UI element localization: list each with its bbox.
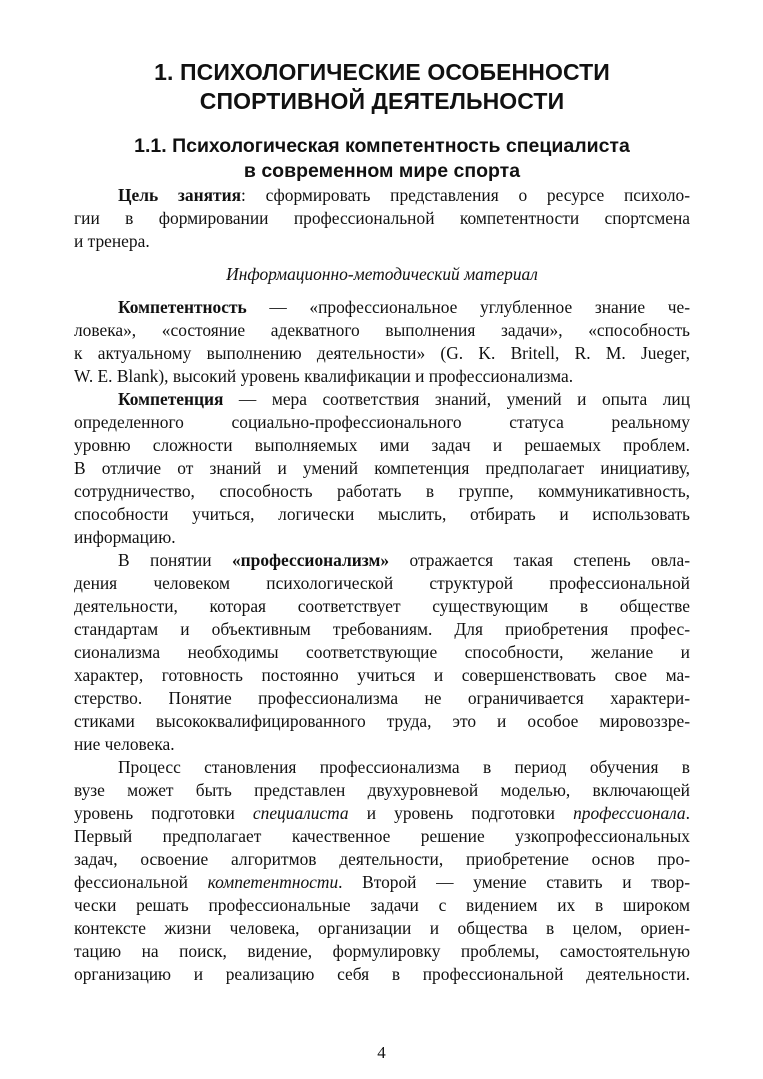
goal-label: Цель занятия [118,185,242,205]
competency-line-4: В отличие от знаний и умений компетенция предполагает инициативу, [74,458,690,478]
professionalism-line-2: дения человеком психологической структурой профессиональной [74,573,690,593]
competency-line-1: Компетенция — мера соответствия знаний, умений и опыта лиц [118,389,690,409]
process-line-10: организацию и реализацию себя в профессиональной деятельности. [74,964,690,984]
competence-term: Компетентность [118,297,247,317]
competence-paragraph [74,296,690,388]
competency-line-7: информацию. [74,527,176,547]
professionalism-line-8: стиками высококвалифицированного труда, это и особое мировоззре- [74,711,690,731]
page-number: 4 [377,1043,386,1062]
competency-term: Компетенция [118,389,224,409]
professionalism-term: «профессионализм» [231,550,390,570]
competency-line-3: уровню сложности выполняемых ими задач и решаемых проблем. [74,435,690,455]
professionalism-paragraph [74,549,690,756]
competence-line-4: W. E. Blank), высокий уровень квалификации и профессионализма. [74,366,574,386]
chapter-title-line-1: 1. ПСИХОЛОГИЧЕСКИЕ ОСОБЕННОСТИ [154,59,610,85]
process-line-1: Процесс становления профессионализма в период обучения в [118,757,690,777]
competence-line-3: к актуальному выполнению деятельности» (G. K. Britell, R. M. Jueger, [74,343,690,363]
process-line-5: задач, освоение алгоритмов деятельности, приобретение основ про- [74,849,690,869]
professionalism-line-9: ние человека. [74,734,175,754]
professionalism-line-3: деятельности, которая соответствует существующим в обществе [74,596,690,616]
goal-line-3: и тренера. [74,231,150,251]
competency-line-6: способности учиться, логически мыслить, отбирать и использовать [74,504,690,524]
competence-line-1: Компетентность — «профессиональное углубленное знание че- [118,297,690,317]
material-subheading: Информационно-методический материал [226,264,538,284]
goal-line-2: гии в формировании профессиональной компетентности спортсмена [74,208,690,228]
process-line-8: контексте жизни человека, организации и общества в целом, ориен- [74,918,690,938]
competence-line-2: ловека», «состояние адекватного выполнения задачи», «способность [74,320,690,340]
goal-paragraph [74,184,690,253]
chapter-title-line-2: СПОРТИВНОЙ ДЕЯТЕЛЬНОСТИ [199,88,565,114]
process-line-6: фессиональной компетентности. Второй — умение ставить и твор- [74,872,690,892]
process-line-3: уровень подготовки специалиста и уровень подготовки профессионала. [74,803,690,823]
competency-line-2: определенного социально-профессионального статуса реальному [74,412,690,432]
goal-line-1: Цель занятия: сформировать представления о ресурсе психоло- [118,185,691,205]
professionalism-line-6: характер, готовность постоянно учиться и совершенствовать свое ма- [74,665,690,685]
professionalism-line-7: стерство. Понятие профессионализма не ограничивается характери- [74,688,690,708]
professionalism-line-5: сионализма необходимы соответствующие способности, желание и [74,642,690,662]
competency-line-5: сотрудничество, способность работать в группе, коммуникативность, [74,481,690,501]
section-title [74,134,690,184]
process-line-9: тацию на поиск, видение, формулировку проблемы, самостоятельную [74,941,690,961]
competency-paragraph [74,388,690,549]
section-title-line-2: в современном мире спорта [243,160,521,182]
section-title-line-1: 1.1. Психологическая компетентность специалиста [134,135,630,157]
page-content [74,50,690,986]
process-line-2: вузе может быть представлен двухуровневой моделью, включающей [74,780,690,800]
professionalism-line-4: стандартам и объективным требованиям. Для приобретения профес- [74,619,690,639]
process-line-7: чески решать профессиональные задачи с видением их в широком [74,895,690,915]
process-paragraph [74,756,690,986]
chapter-title [74,58,690,116]
professionalism-line-1: В понятии «профессионализм» отражается такая степень овла- [118,550,690,570]
process-line-4: Первый предполагает качественное решение узкопрофессиональных [74,826,690,846]
